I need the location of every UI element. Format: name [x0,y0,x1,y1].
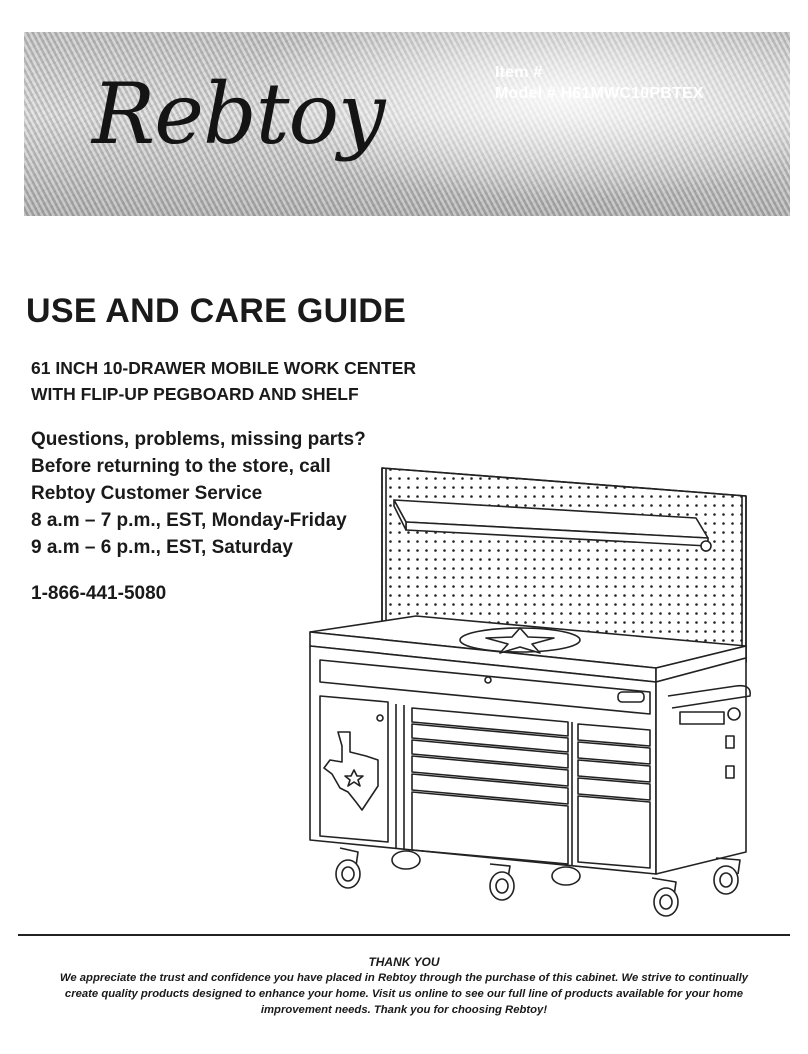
service-line: Before returning to the store, call [31,456,331,477]
service-line: Rebtoy Customer Service [31,483,263,504]
service-line: Questions, problems, missing parts? [31,429,366,450]
thank-you-text [20,970,788,1018]
work-center-illustration [296,456,758,924]
model-info [495,62,704,104]
model-number-label: Model # H61MWC10PBTEX [495,85,704,102]
service-line: 8 a.m – 7 p.m., EST, Monday-Friday [31,510,347,531]
product-subtitle [31,355,416,407]
thank-you-line: We appreciate the trust and confidence you have placed in Rebtoy through the purchase of this cabinet. We strive to continually [59,972,749,984]
thank-you-line: improvement needs. Thank you for choosing Rebtoy! [260,1004,548,1016]
thank-you-heading: THANK YOU [368,955,440,969]
subtitle-line: WITH FLIP-UP PEGBOARD AND SHELF [31,384,359,404]
service-line: 9 a.m – 6 p.m., EST, Saturday [31,537,293,558]
brand-logo: Rebtoy [92,65,385,163]
page-title: USE AND CARE GUIDE [26,292,407,330]
header-banner [24,32,790,216]
footer-divider [18,934,790,936]
item-number-label: Item # [495,64,543,81]
phone-number: 1-866-441-5080 [31,583,167,604]
thank-you-line: create quality products designed to enhance your home. Visit us online to see our full line of products available for your home [64,988,744,1000]
subtitle-line: 61 INCH 10-DRAWER MOBILE WORK CENTER [31,358,417,378]
